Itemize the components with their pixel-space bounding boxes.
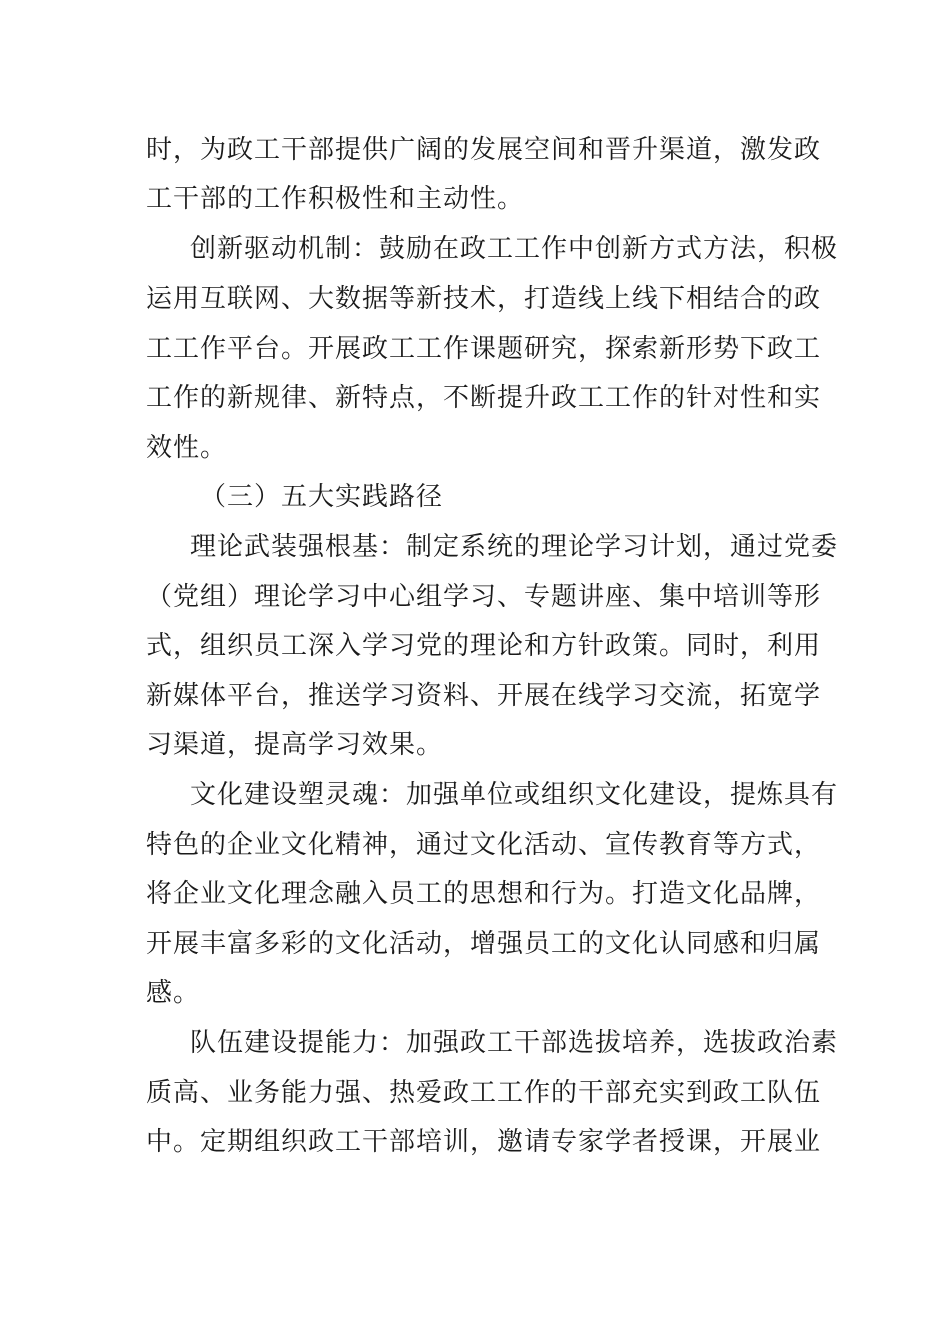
- paragraph-line: （党组）理论学习中心组学习、专题讲座、集中培训等形: [146, 582, 822, 612]
- paragraph-line: 将企业文化理念融入员工的思想和行为。打造文化品牌，: [146, 879, 822, 909]
- paragraph-line: 时，为政工干部提供广阔的发展空间和晋升渠道，激发政: [146, 135, 822, 165]
- section-heading: （三）五大实践路径: [200, 482, 444, 512]
- paragraph-line: 效性。: [146, 433, 228, 463]
- paragraph-line: 式，组织员工深入学习党的理论和方针政策。同时，利用: [146, 631, 822, 661]
- paragraph-line: 创新驱动机制：鼓励在政工工作中创新方式方法，积极: [190, 234, 839, 264]
- paragraph-line: 感。: [146, 978, 201, 1008]
- paragraph-line: 理论武装强根基：制定系统的理论学习计划，通过党委: [190, 532, 839, 562]
- paragraph-line: 队伍建设提能力：加强政工干部选拔培养，选拔政治素: [190, 1028, 839, 1058]
- paragraph-line: 特色的企业文化精神，通过文化活动、宣传教育等方式，: [146, 830, 822, 860]
- paragraph-line: 运用互联网、大数据等新技术，打造线上线下相结合的政: [146, 284, 822, 314]
- paragraph-line: 质高、业务能力强、热爱政工工作的干部充实到政工队伍: [146, 1078, 822, 1108]
- paragraph-line: 习渠道，提高学习效果。: [146, 730, 444, 760]
- paragraph-line: 新媒体平台，推送学习资料、开展在线学习交流，拓宽学: [146, 681, 822, 711]
- paragraph-line: 工工作平台。开展政工工作课题研究，探索新形势下政工: [146, 334, 822, 364]
- paragraph-line: 工作的新规律、新特点，不断提升政工工作的针对性和实: [146, 383, 822, 413]
- paragraph-line: 文化建设塑灵魂：加强单位或组织文化建设，提炼具有: [190, 780, 839, 810]
- paragraph-line: 开展丰富多彩的文化活动，增强员工的文化认同感和归属: [146, 929, 822, 959]
- paragraph-line: 工干部的工作积极性和主动性。: [146, 184, 525, 214]
- paragraph-line: 中。定期组织政工干部培训，邀请专家学者授课，开展业: [146, 1127, 822, 1157]
